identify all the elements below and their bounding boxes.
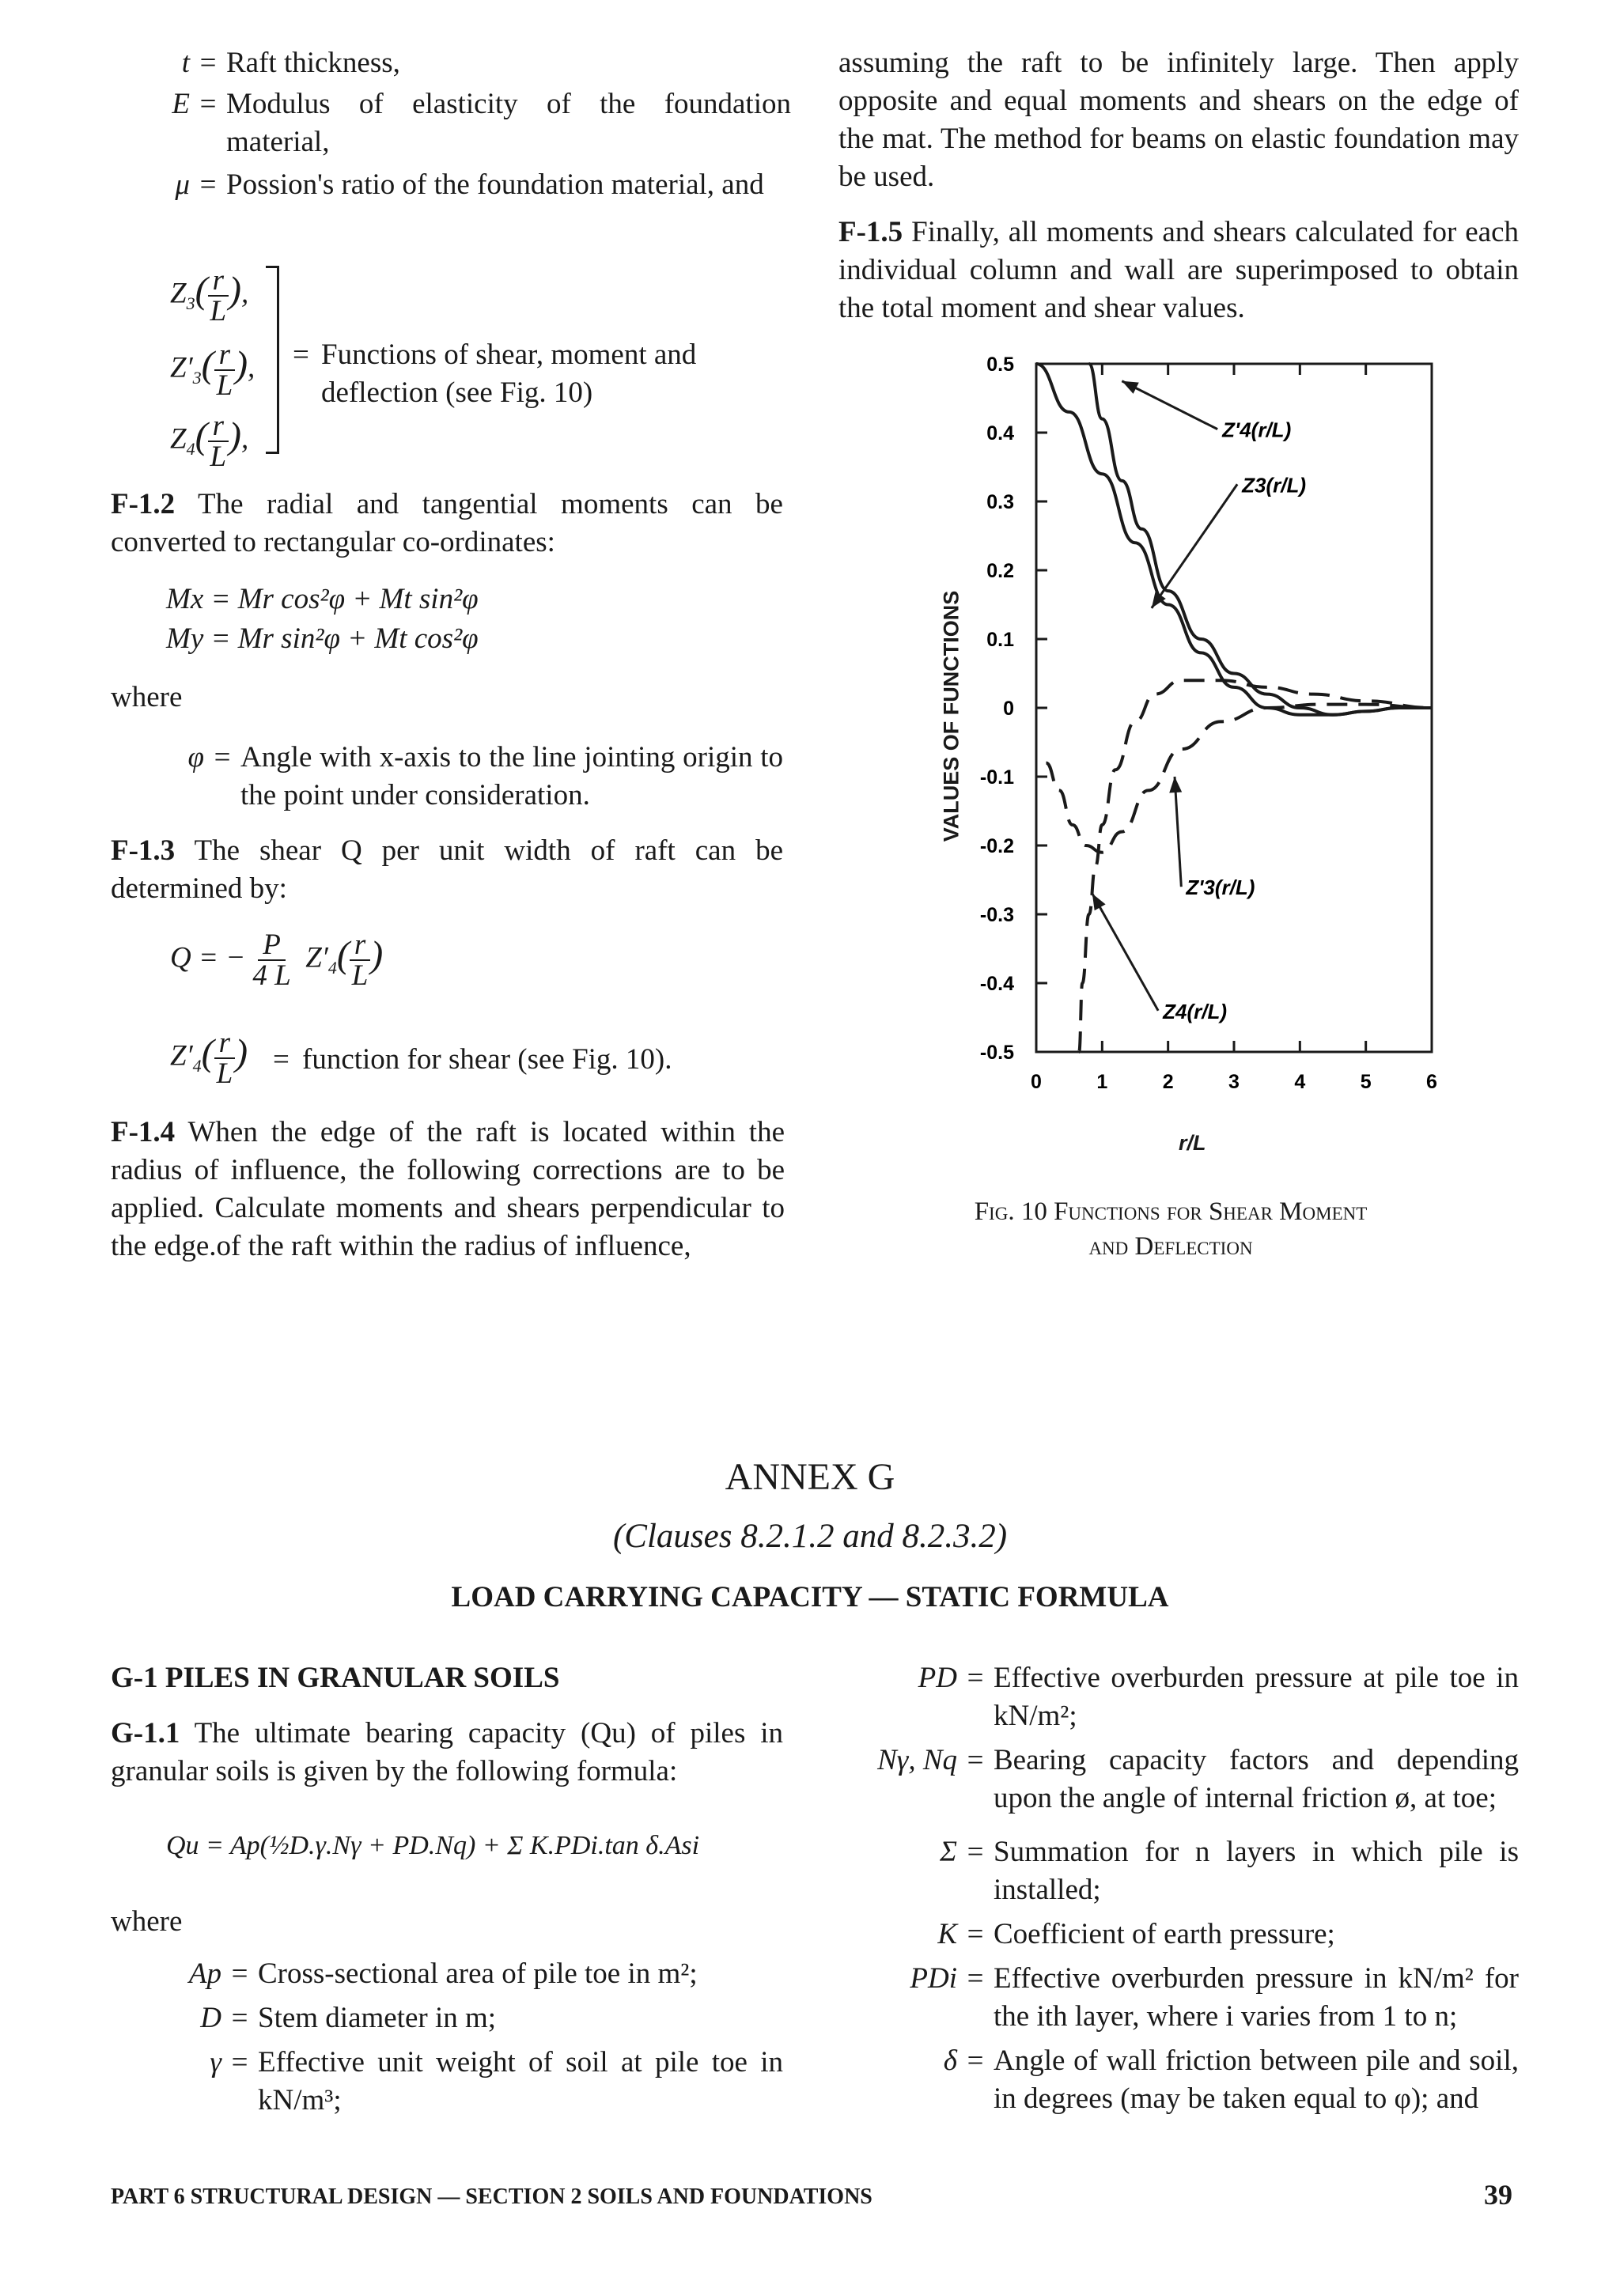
def-text: Coefficient of earth pressure; (994, 1918, 1335, 1950)
where-label: where (111, 1905, 183, 1938)
clause-number: G-1.1 (111, 1717, 180, 1749)
function-z4: $Z_4$( $\frac{r}{L}$ ), (170, 410, 249, 473)
bearing-capacity-formula: Qu = Ap(½D.γ.Nγ + PD.Nq) + Σ K.PDi.tan δ.Asi (166, 1831, 700, 1860)
functions-label: Functions of shear, moment and deflection (see Fig. 10) (321, 339, 697, 409)
paragraph-text: The shear Q per unit width of raft can be determined by: (111, 834, 783, 905)
equals-sign: = (967, 1662, 984, 1694)
y-tick-label: -0.3 (979, 904, 1014, 926)
x-tick-label: 4 (1294, 1071, 1306, 1093)
y-tick-label: -0.5 (979, 1042, 1014, 1064)
def-mu (158, 166, 791, 204)
shear-function-text: function for shear (see Fig. 10). (302, 1043, 672, 1076)
def-text: Modulus of elasticity of the foundation material, (226, 88, 791, 158)
def-symbol: t (181, 47, 190, 79)
def-symbol: PD (918, 1662, 957, 1694)
annotation-label: Z4(r/L) (1163, 999, 1228, 1023)
equation-mx: Mx = Mr cos²φ + Mt sin²φ (166, 583, 479, 615)
clause-number: F-1.4 (111, 1116, 176, 1148)
definition-row (838, 1833, 1519, 1909)
shear-function-symbol: $Z'_4$( $\frac{r}{L}$ ) (170, 1027, 248, 1090)
annotation-leader (1092, 894, 1158, 1011)
equals-sign: = (231, 2002, 248, 2034)
series-line-4 (1079, 680, 1432, 1052)
paragraph-f15 (838, 214, 1519, 327)
def-text: Effective overburden pressure at pile toe in kN/m²; (994, 1662, 1519, 1732)
equals-sign: = (293, 339, 309, 371)
def-symbol: Ap (188, 1957, 221, 1990)
series-line-2 (1089, 364, 1432, 715)
def-phi (174, 739, 783, 815)
x-axis-label: r/L (1179, 1131, 1206, 1155)
equals-sign: = (967, 1962, 984, 1995)
x-tick-label: 6 (1426, 1071, 1437, 1093)
bracket (266, 266, 279, 454)
equals-sign: = (967, 1744, 984, 1776)
equals-sign: = (967, 1918, 984, 1950)
annex-subtitle: LOAD CARRYING CAPACITY — STATIC FORMULA (451, 1581, 1169, 1613)
y-tick-label: 0 (1003, 698, 1014, 720)
y-tick-label: 0.4 (986, 422, 1014, 444)
def-symbol: μ (175, 168, 190, 201)
paragraph-text: When the edge of the raft is located within the radius of influence, the following corrections are to be applied. Calculate moments and shears perpendicular to the edge.of the raft within the radius of influence, (111, 1116, 785, 1262)
function-z3-prime: $Z'_3$( $\frac{r}{L}$ ), (170, 339, 255, 402)
def-symbol: D (200, 2002, 221, 2034)
def-text: Possion's ratio of the foundation material, and (226, 168, 764, 201)
paragraph-f14 (111, 1114, 785, 1265)
y-tick-label: 0.1 (986, 629, 1014, 651)
paragraph-continued: assuming the raft to be infinitely large. Then apply opposite and equal moments and shears on the edge of the mat. The method for beams on elastic foundation may be used. (838, 47, 1519, 193)
y-tick-label: -0.1 (979, 766, 1014, 789)
x-tick-label: 1 (1096, 1071, 1108, 1093)
equation-shear: Q = − $\frac{P}{4 L}$ $Z'_4$( $\frac{r}{L}$ ) (170, 929, 384, 992)
paragraph-f12 (111, 486, 783, 562)
definition-row (838, 1960, 1519, 2036)
x-tick-label: 5 (1360, 1071, 1372, 1093)
definition-row (838, 1659, 1519, 1735)
plot-frame (1036, 364, 1432, 1052)
annotation-leader (1175, 777, 1181, 887)
y-tick-label: 0.3 (986, 491, 1014, 513)
annotation-label: Z3(r/L) (1242, 473, 1307, 497)
equals-sign: = (231, 2046, 248, 2079)
paragraph-text: The radial and tangential moments can be converted to rectangular co-ordinates: (111, 488, 783, 558)
annotation-arrowhead (1169, 777, 1182, 792)
clause-number: F-1.3 (111, 834, 176, 867)
footer-text: PART 6 STRUCTURAL DESIGN — SECTION 2 SOILS AND FOUNDATIONS (111, 2184, 872, 2209)
definition-row (838, 1742, 1519, 1818)
where-label: where (111, 681, 183, 713)
equals-sign: = (273, 1043, 290, 1076)
equals-sign: = (199, 47, 217, 79)
y-tick-label: -0.4 (979, 973, 1014, 995)
annotation-arrowhead (1122, 381, 1138, 394)
annex-title: ANNEX G (725, 1456, 895, 1498)
equals-sign: = (967, 2044, 984, 2077)
caption-line-2: and Deflection (1088, 1232, 1253, 1261)
def-symbol: Σ (940, 1836, 957, 1868)
def-text: Effective overburden pressure in kN/m² for the ith layer, where i varies from 1 to n; (994, 1962, 1519, 2033)
function-z3: $Z_3$( $\frac{r}{L}$ ), (170, 264, 249, 327)
equation-my: My = Mr sin²φ + Mt cos²φ (166, 622, 479, 655)
paragraph-f13 (111, 832, 783, 908)
def-text: Stem diameter in m; (258, 2002, 497, 2034)
clause-number: F-1.2 (111, 488, 176, 520)
equals-sign: = (231, 1957, 248, 1990)
definition-row (158, 2044, 783, 2120)
y-axis-label: VALUES OF FUNCTIONS (939, 590, 963, 842)
series-line-3 (1047, 705, 1433, 853)
annotation-leader (1122, 381, 1217, 429)
def-symbol: γ (210, 2046, 221, 2079)
equals-sign: = (199, 168, 217, 201)
x-tick-label: 0 (1031, 1071, 1042, 1093)
def-symbol: φ (187, 741, 204, 774)
series-line-1 (1036, 364, 1432, 715)
equals-sign: = (967, 1836, 984, 1868)
page-number: 39 (1484, 2179, 1512, 2211)
annotation-arrowhead (1092, 894, 1106, 910)
x-tick-label: 3 (1228, 1071, 1240, 1093)
annotation-label: Z'4(r/L) (1222, 418, 1292, 442)
paragraph-text: The ultimate bearing capacity (Qu) of piles in granular soils is given by the following formula: (111, 1717, 783, 1787)
equals-sign: = (214, 741, 231, 774)
def-text: Effective unit weight of soil at pile toe in kN/m³; (258, 2046, 783, 2116)
definition-row (158, 1955, 783, 1993)
y-tick-label: 0.2 (986, 560, 1014, 582)
figure-caption (870, 1194, 1471, 1264)
equals-sign: = (199, 88, 217, 120)
y-tick-label: 0.5 (986, 354, 1014, 376)
x-tick-label: 2 (1162, 1071, 1174, 1093)
def-symbol: Nγ, Nq (877, 1744, 957, 1776)
y-tick-label: -0.2 (979, 835, 1014, 857)
def-symbol: K (937, 1918, 957, 1950)
clause-number: F-1.5 (838, 216, 903, 248)
def-e (158, 85, 791, 161)
def-text: Raft thickness, (226, 47, 400, 79)
paragraph-text: Finally, all moments and shears calculated for each individual column and wall are superimposed to obtain the total moment and shear values. (838, 216, 1519, 324)
annotation-label: Z'3(r/L) (1186, 876, 1255, 900)
annex-clauses: (Clauses 8.2.1.2 and 8.2.3.2) (612, 1518, 1008, 1555)
definition-row (838, 1916, 1519, 1954)
def-symbol: PDi (910, 1962, 957, 1995)
def-text: Angle with x-axis to the line jointing origin to the point under consideration. (240, 741, 783, 811)
annotation-leader (1152, 484, 1237, 608)
definition-row (158, 1999, 783, 2037)
def-text: Cross-sectional area of pile toe in m²; (258, 1957, 698, 1990)
def-symbol: E (172, 88, 190, 120)
def-text: Angle of wall friction between pile and soil, in degrees (may be taken equal to φ); and (994, 2044, 1519, 2115)
definition-row (838, 2042, 1519, 2118)
def-text: Summation for n layers in which pile is installed; (994, 1836, 1519, 1906)
def-symbol: δ (943, 2044, 957, 2077)
annotation-arrowhead (1152, 592, 1166, 608)
def-text: Bearing capacity factors and depending upon the angle of internal friction ø, at toe; (994, 1744, 1519, 1814)
caption-line-1: Fig. 10 Functions for Shear Moment (974, 1197, 1368, 1226)
def-t (158, 44, 791, 82)
paragraph-g11 (111, 1715, 783, 1791)
section-heading-g1: G-1 PILES IN GRANULAR SOILS (111, 1662, 560, 1694)
